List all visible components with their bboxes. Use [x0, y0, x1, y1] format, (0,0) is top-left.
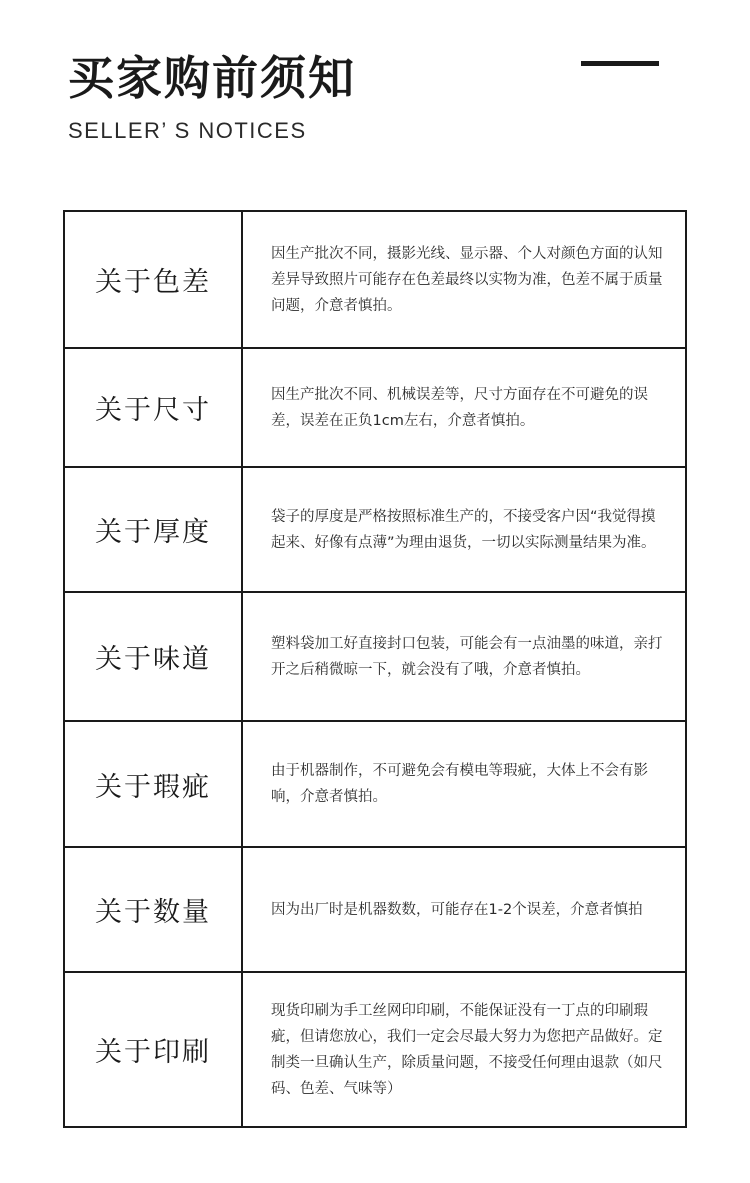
page-subtitle: SELLER’ S NOTICES	[68, 118, 307, 143]
notice-row-quantity	[64, 847, 686, 972]
notice-text: 由于机器制作，不可避免会有模电等瑕疵，大体上不会有影响，介意者慎拍。	[242, 721, 686, 847]
notice-row-color	[64, 211, 686, 348]
notice-text: 袋子的厚度是严格按照标准生产的，不接受客户因“我觉得摸起来、好像有点薄”为理由退货，一切以实际测量结果为准。	[242, 467, 686, 592]
notice-text: 因生产批次不同、机械误差等，尺寸方面存在不可避免的误差，误差在正负1cm左右，介意者慎拍。	[242, 348, 686, 467]
notice-text: 现货印刷为手工丝网印印刷，不能保证没有一丁点的印刷瑕疵，但请您放心，我们一定会尽最大努力为您把产品做好。定制类一旦确认生产，除质量问题，不接受任何理由退款（如尺码、色差、气味等）	[242, 972, 686, 1127]
decorative-bar	[581, 61, 659, 66]
notice-text: 因生产批次不同，摄影光线、显示器、个人对颜色方面的认知差异导致照片可能存在色差最终以实物为准，色差不属于质量问题，介意者慎拍。	[242, 211, 686, 348]
notice-row-smell	[64, 592, 686, 721]
notice-label: 关于数量	[64, 847, 242, 972]
notice-label: 关于尺寸	[64, 348, 242, 467]
notice-label: 关于印刷	[64, 972, 242, 1127]
notice-row-printing	[64, 972, 686, 1127]
page-title: 买家购前须知	[68, 51, 356, 105]
notice-label: 关于味道	[64, 592, 242, 721]
notice-label: 关于瑕疵	[64, 721, 242, 847]
notice-row-defects	[64, 721, 686, 847]
notice-text: 塑料袋加工好直接封口包装，可能会有一点油墨的味道，亲打开之后稍微晾一下，就会没有了哦，介意者慎拍。	[242, 592, 686, 721]
notice-row-thickness	[64, 467, 686, 592]
notice-text: 因为出厂时是机器数数，可能存在1-2个误差，介意者慎拍	[242, 847, 686, 972]
notice-table	[63, 210, 687, 1128]
notice-label: 关于厚度	[64, 467, 242, 592]
notice-row-size	[64, 348, 686, 467]
notice-label: 关于色差	[64, 211, 242, 348]
